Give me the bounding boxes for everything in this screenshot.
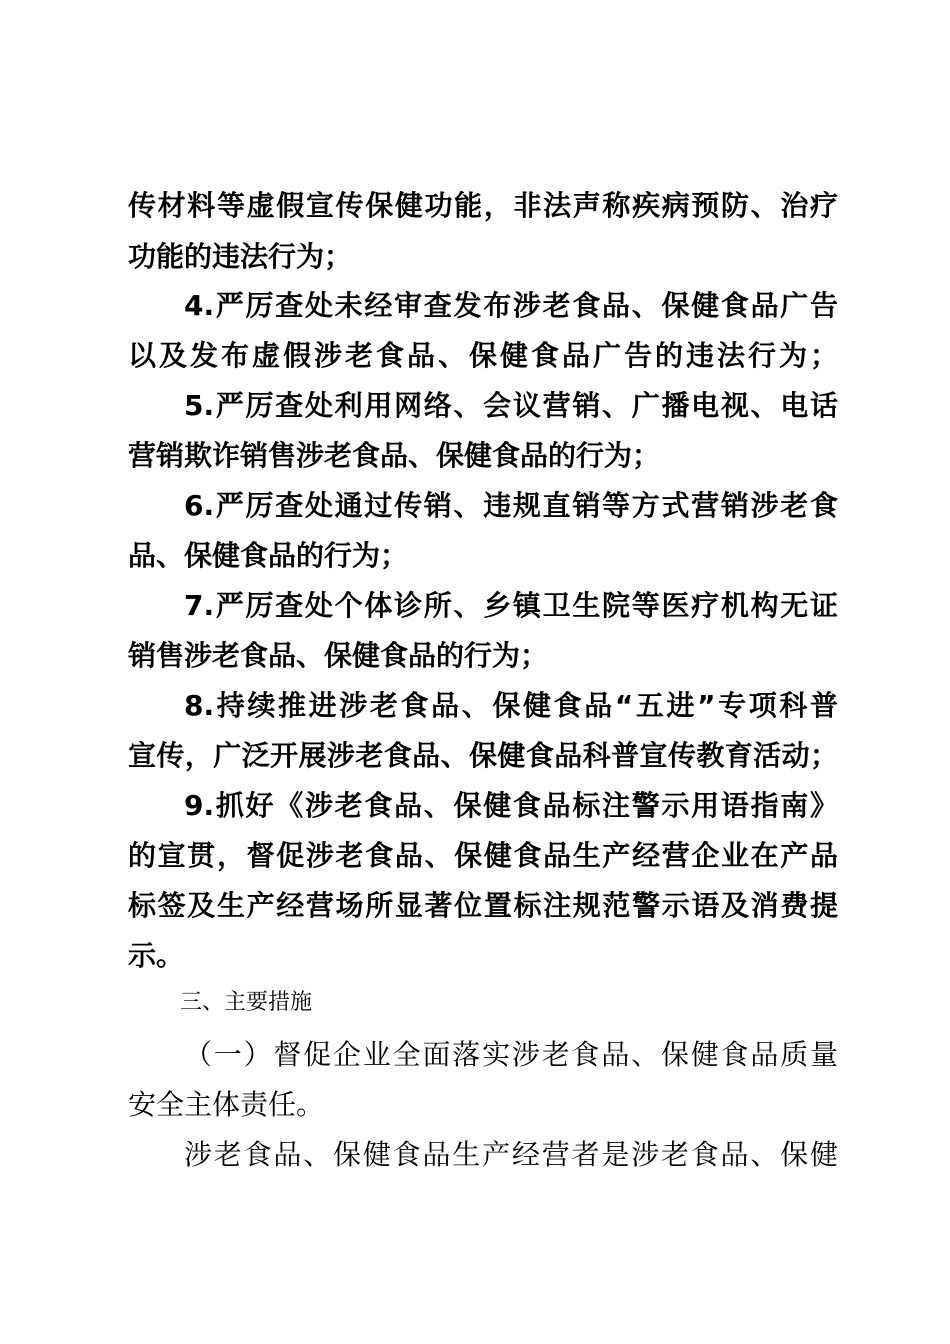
list-item-9-line: 示。 — [128, 939, 185, 972]
paragraph-line: 传材料等虚假宣传保健功能，非法声称疾病预防、治疗 — [128, 189, 838, 222]
section-heading: 三、主要措施 — [180, 990, 313, 1015]
subsection-heading-line: 安全主体责任。 — [128, 1088, 325, 1121]
list-item-6-line: 6.严厉查处通过传销、违规直销等方式营销涉老食 — [184, 489, 838, 522]
list-item-5-line: 5.严厉查处利用网络、会议营销、广播电视、电话 — [184, 389, 838, 422]
list-item-5-line: 营销欺诈销售涉老食品、保健食品的行为； — [128, 439, 661, 472]
paragraph-line: 涉老食品、保健食品生产经营者是涉老食品、保健 — [184, 1138, 838, 1171]
list-item-6-line: 品、保健食品的行为； — [128, 539, 409, 572]
list-item-4-line: 4.严厉查处未经审查发布涉老食品、保健食品广告 — [184, 289, 838, 322]
list-item-7-line: 销售涉老食品、保健食品的行为； — [128, 639, 549, 672]
list-item-4-line: 以及发布虚假涉老食品、保健食品广告的违法行为； — [128, 339, 838, 372]
subsection-heading-line: （一）督促企业全面落实涉老食品、保健食品质量 — [184, 1038, 838, 1071]
list-item-9-line: 9.抓好《涉老食品、保健食品标注警示用语指南》 — [184, 789, 838, 822]
list-item-9-line: 标签及生产经营场所显著位置标注规范警示语及消费提 — [128, 889, 838, 922]
list-item-7-line: 7.严厉查处个体诊所、乡镇卫生院等医疗机构无证 — [184, 589, 838, 622]
list-item-8-line: 宣传，广泛开展涉老食品、保健食品科普宣传教育活动； — [128, 739, 838, 772]
list-item-9-line: 的宣贯，督促涉老食品、保健食品生产经营企业在产品 — [128, 839, 838, 872]
paragraph-line: 功能的违法行为； — [128, 240, 353, 273]
list-item-8-line: 8.持续推进涉老食品、保健食品“五进”专项科普 — [184, 689, 838, 722]
